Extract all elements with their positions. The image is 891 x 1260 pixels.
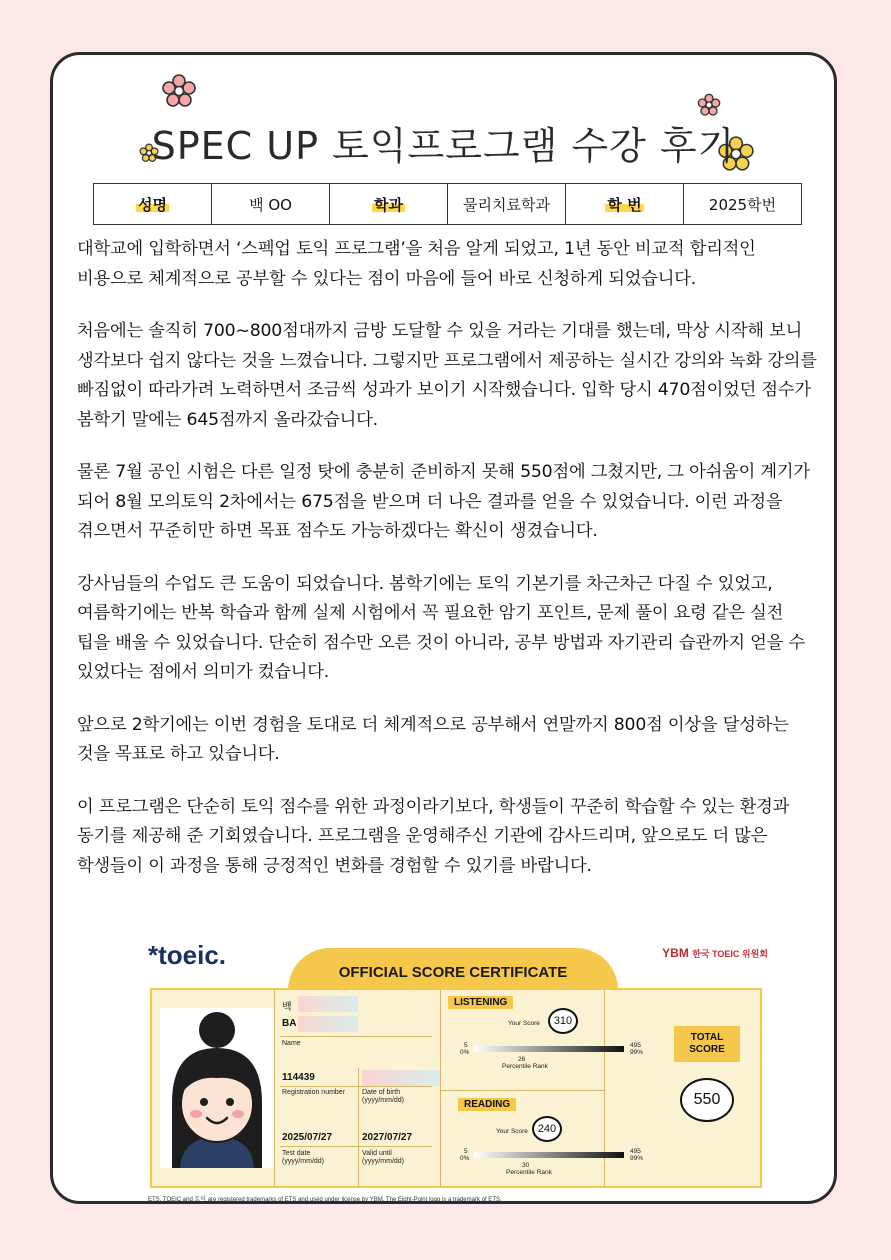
divider	[280, 1086, 432, 1087]
certificate-body	[150, 988, 762, 1188]
id-label-cell	[566, 184, 684, 225]
reading-bar	[474, 1152, 624, 1158]
listening-max: 495	[630, 1042, 641, 1049]
name-label: Name	[282, 1040, 301, 1047]
reading-min: 5	[464, 1148, 468, 1155]
toeic-logo: *toeic.	[148, 940, 227, 970]
redacted-name	[298, 996, 358, 1012]
id-value: 2025학번	[684, 184, 802, 225]
divider	[440, 990, 441, 1186]
page-title: SPEC UP 토익프로그램 수강 후기	[151, 124, 736, 168]
issuer-brand: YBM	[662, 946, 689, 960]
id-label: 학 번	[607, 195, 642, 214]
certificate-footnote: ETS, TOEIC and 토익 are registered trademarks of ETS and used under license by YBM. The Eight-Point logo is a trademark of ETS.	[148, 1197, 502, 1203]
student-info-table	[93, 183, 802, 225]
name-label-cell	[94, 184, 212, 225]
listening-score: 310	[548, 1008, 578, 1034]
redacted-dob	[362, 1070, 440, 1086]
divider	[280, 1146, 432, 1147]
divider	[440, 1090, 604, 1091]
avatar-illustration-icon	[160, 1008, 274, 1168]
test-date-label: Test date (yyyy/mm/dd)	[282, 1150, 324, 1165]
test-date: 2025/07/27	[282, 1132, 333, 1143]
total-score-label: TOTAL SCORE	[674, 1026, 740, 1062]
dept-label-cell	[330, 184, 448, 225]
name-english: BA	[282, 1018, 297, 1029]
total-score: 550	[680, 1078, 734, 1122]
review-card	[50, 52, 837, 1204]
divider	[358, 1068, 359, 1186]
reading-score: 240	[532, 1116, 562, 1142]
redacted-name-en	[298, 1016, 358, 1032]
name-value: 백 OO	[212, 184, 330, 225]
issuer-logo	[662, 946, 768, 960]
dept-label: 학과	[374, 195, 403, 214]
listening-your-score-label: Your Score	[508, 1020, 540, 1027]
dob-label: Date of birth (yyyy/mm/dd)	[362, 1089, 404, 1104]
paragraph: 처음에는 솔직히 700~800점대까지 금방 도달할 수 있을 거라는 기대를 했는데, 막상 시작해 보니 생각보다 쉽지 않다는 것을 느꼈습니다. 그렇지만 프로그램에서 제공하는 실시간 강의와 녹화 강의를 빠짐없이 따라가려 노력하면서 조금씩 성과가 보이기 시작했습니다. 입학 당시 470점이었던 점수가 봄학기 말에는 645점까지 올라갔습니다.	[77, 321, 817, 430]
name-label: 성명	[138, 195, 167, 214]
reading-max: 495	[630, 1148, 641, 1155]
flower-icon	[161, 73, 197, 109]
reading-label: READING	[458, 1098, 516, 1111]
listening-min: 5	[464, 1042, 468, 1049]
divider	[280, 1036, 432, 1037]
listening-label: LISTENING	[448, 996, 513, 1009]
certificate-banner	[288, 948, 618, 990]
reading-your-score-label: Your Score	[496, 1128, 528, 1135]
name-korean: 백	[282, 1002, 292, 1013]
listening-max-pct: 99%	[630, 1049, 644, 1056]
paragraph: 강사님들의 수업도 큰 도움이 되었습니다. 봄학기에는 토익 기본기를 차근차근 다질 수 있었고, 여름학기에는 반복 학습과 함께 실제 시험에서 꼭 필요한 암기 포인트, 문제 풀이 요령 같은 실전 팁을 배울 수 있었습니다. 단순히 점수만 오른 것이 아니라, 공부 방법과 자기관리 습관까지 얻을 수 있었다는 점에서 의미가 컸습니다.	[77, 573, 805, 682]
registration-number: 114439	[282, 1072, 315, 1083]
reading-percentile: 30	[522, 1162, 530, 1169]
paragraph: 대학교에 입학하면서 ‘스펙업 토익 프로그램’을 처음 알게 되었고, 1년 동안 비교적 합리적인 비용으로 체계적으로 공부할 수 있다는 점이 마음에 들어 바로 신청하게 되었습니다.	[77, 239, 756, 289]
review-body	[77, 235, 817, 904]
listening-min-pct: 0%	[460, 1049, 470, 1056]
score-certificate	[148, 940, 768, 1205]
dept-value: 물리치료학과	[448, 184, 566, 225]
flower-icon	[697, 93, 721, 117]
divider	[274, 990, 275, 1186]
reading-max-pct: 99%	[630, 1155, 644, 1162]
listening-bar	[474, 1046, 624, 1052]
paragraph: 물론 7월 공인 시험은 다른 일정 탓에 충분히 준비하지 못해 550점에 그쳤지만, 그 아쉬움이 계기가 되어 8월 모의토익 2차에서는 675점을 받으며 더 나은 결과를 얻을 수 있었습니다. 이런 과정을 겪으면서 꾸준히만 하면 목표 점수도 가능하겠다는 확신이 생겼습니다.	[77, 462, 810, 541]
listening-percentile: 26	[518, 1056, 526, 1063]
valid-until: 2027/07/27	[362, 1132, 413, 1143]
paragraph: 앞으로 2학기에는 이번 경험을 토대로 더 체계적으로 공부해서 연말까지 800점 이상을 달성하는 것을 목표로 하고 있습니다.	[77, 714, 789, 764]
avatar	[160, 1008, 274, 1168]
certificate-banner-text: OFFICIAL SCORE CERTIFICATE	[338, 964, 568, 981]
reading-min-pct: 0%	[460, 1155, 470, 1162]
valid-until-label: Valid until (yyyy/mm/dd)	[362, 1150, 404, 1165]
reading-percentile-label: Percentile Rank	[506, 1169, 552, 1176]
issuer-name: 한국 TOEIC 위원회	[692, 949, 768, 959]
listening-percentile-label: Percentile Rank	[502, 1063, 548, 1070]
registration-label: Registration number	[282, 1089, 346, 1096]
paragraph: 이 프로그램은 단순히 토익 점수를 위한 과정이라기보다, 학생들이 꾸준히 학습할 수 있는 환경과 동기를 제공해 준 기회였습니다. 프로그램을 운영해주신 기관에 감사드리며, 앞으로도 더 많은 학생들이 이 과정을 통해 긍정적인 변화를 경험할 수 있기를 바랍니다.	[77, 796, 790, 876]
